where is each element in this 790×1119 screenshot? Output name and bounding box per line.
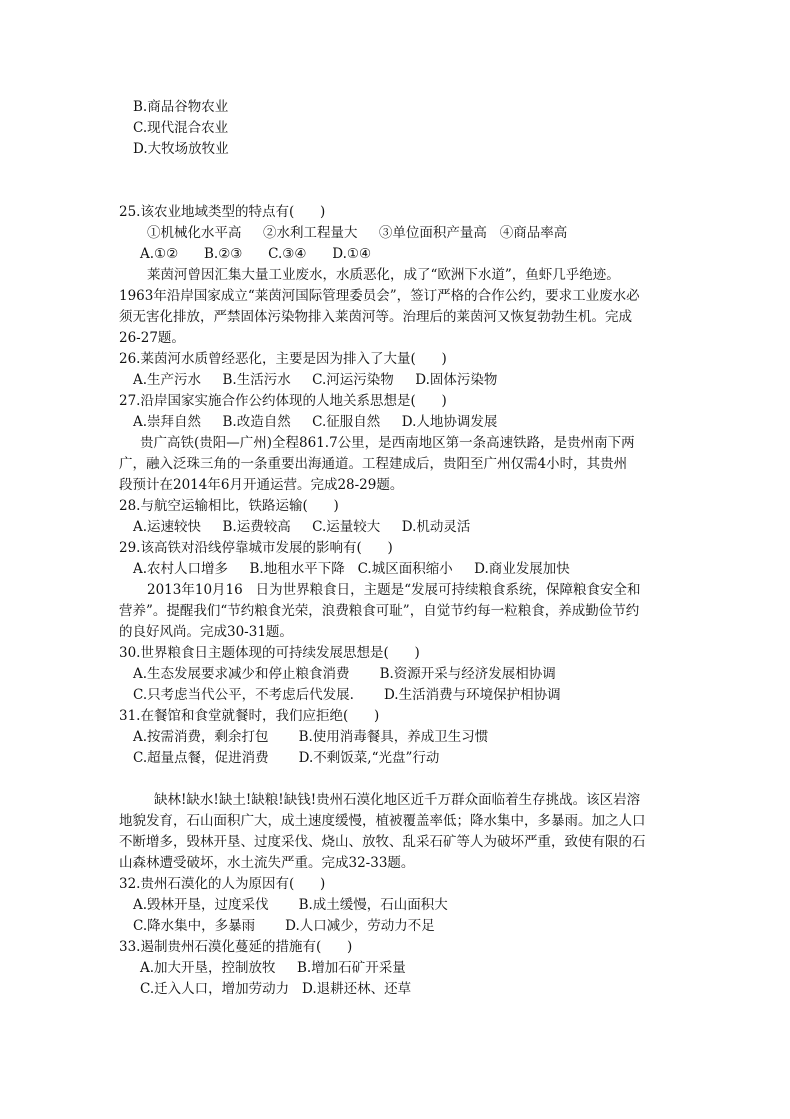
- question-30-options-cd: C.只考虑当代公平，不考虑后代发展. D.生活消费与环境保护相协调: [133, 687, 561, 703]
- question-27-options: A.崇拜自然 B.改造自然 C.征服自然 D.人地协调发展: [133, 414, 498, 430]
- question-25-statements: ①机械化水平高 ②水利工程量大 ③单位面积产量高 ④商品率高: [147, 225, 568, 241]
- passage-railway-line-1: 贵广高铁(贵阳—广州)全程861.7公里，是西南地区第一条高速铁路，是贵州南下两: [140, 435, 635, 451]
- passage-rhine-line-4: 26-27题。: [119, 330, 185, 346]
- passage-guizhou-line-1: 缺林!缺水!缺土!缺粮!缺钱!贵州石漠化地区近千万群众面临着生存挑战。该区岩溶: [154, 792, 641, 808]
- passage-rhine-line-3: 须无害化排放，严禁固体污染物排入莱茵河等。治理后的莱茵河又恢复勃勃生机。完成: [119, 309, 632, 325]
- passage-guizhou-line-2: 地貌发育，石山面积广大，成土速度缓慢，植被覆盖率低；降水集中，多暴雨。加之人口: [119, 813, 646, 829]
- question-32: 32.贵州石漠化的人为原因有( ): [119, 876, 326, 892]
- question-28-options: A.运速较快 B.运费较高 C.运量较大 D.机动灵活: [133, 519, 471, 535]
- question-32-options-cd: C.降水集中，多暴雨 D.人口减少，劳动力不足: [133, 918, 435, 934]
- passage-rhine-line-1: 莱茵河曾因汇集大量工业废水，水质恶化，成了“欧洲下水道”，鱼虾几乎绝迹。: [147, 267, 620, 283]
- passage-railway-line-3: 段预计在2014年6月开通运营。完成28-29题。: [119, 477, 404, 493]
- option-c-line: C.现代混合农业: [133, 120, 229, 136]
- passage-food-line-2: 营养”。提醒我们“节约粮食光荣，浪费粮食可耻”，自觉节约每一粒粮食，养成勤俭节约: [119, 603, 640, 619]
- passage-railway-line-2: 广，融入泛珠三角的一条重要出海通道。工程建成后，贵阳至广州仅需4小时，其贵州: [119, 456, 628, 472]
- passage-food-line-3: 的良好风尚。完成30-31题。: [119, 624, 293, 640]
- question-33-options-cd: C.迁入人口，增加劳动力 D.退耕还林、还草: [140, 981, 412, 997]
- question-30-options-ab: A.生态发展要求减少和停止粮食消费 B.资源开采与经济发展相协调: [133, 666, 556, 682]
- question-30: 30.世界粮食日主题体现的可持续发展思想是( ): [119, 645, 420, 661]
- question-29-options: A.农村人口增多 B.地租水平下降 C.城区面积缩小 D.商业发展加快: [133, 561, 570, 577]
- passage-food-line-1: 2013年10月16 日为世界粮食日，主题是“发展可持续粮食系统，保障粮食安全和: [147, 582, 641, 598]
- question-33: 33.遏制贵州石漠化蔓延的措施有( ): [119, 939, 353, 955]
- question-31-options-cd: C.超量点餐，促进消费 D.不剩饭菜,“光盘”行动: [133, 750, 440, 766]
- question-26-options: A.生产污水 B.生活污水 C.河运污染物 D.固体污染物: [133, 372, 498, 388]
- passage-guizhou-line-4: 山森林遭受破坏，水土流失严重。完成32-33题。: [119, 855, 415, 871]
- question-33-options-ab: A.加大开垦，控制放牧 B.增加石矿开采量: [140, 960, 406, 976]
- question-29: 29.该高铁对沿线停靠城市发展的影响有( ): [119, 540, 393, 556]
- option-b-line: B.商品谷物农业: [133, 99, 229, 115]
- option-d-line: D.大牧场放牧业: [133, 141, 229, 157]
- question-31-options-ab: A.按需消费，剩余打包 B.使用消毒餐具，养成卫生习惯: [133, 729, 489, 745]
- question-28: 28.与航空运输相比，铁路运输( ): [119, 498, 339, 514]
- question-32-options-ab: A.毁林开垦，过度采伐 B.成土缓慢，石山面积大: [133, 897, 448, 913]
- question-25-options: A.①② B.②③ C.③④ D.①④: [140, 246, 372, 262]
- question-26: 26.莱茵河水质曾经恶化，主要是因为排入了大量( ): [119, 351, 447, 367]
- passage-rhine-line-2: 1963年沿岸国家成立“莱茵河国际管理委员会”，签订严格的合作公约，要求工业废水必: [119, 288, 640, 304]
- passage-guizhou-line-3: 不断增多，毁林开垦、过度采伐、烧山、放牧、乱采石矿等人为破坏严重，致使有限的石: [119, 834, 646, 850]
- question-25: 25.该农业地域类型的特点有( ): [119, 204, 326, 220]
- question-31: 31.在餐馆和食堂就餐时，我们应拒绝( ): [119, 708, 380, 724]
- question-27: 27.沿岸国家实施合作公约体现的人地关系思想是( ): [119, 393, 447, 409]
